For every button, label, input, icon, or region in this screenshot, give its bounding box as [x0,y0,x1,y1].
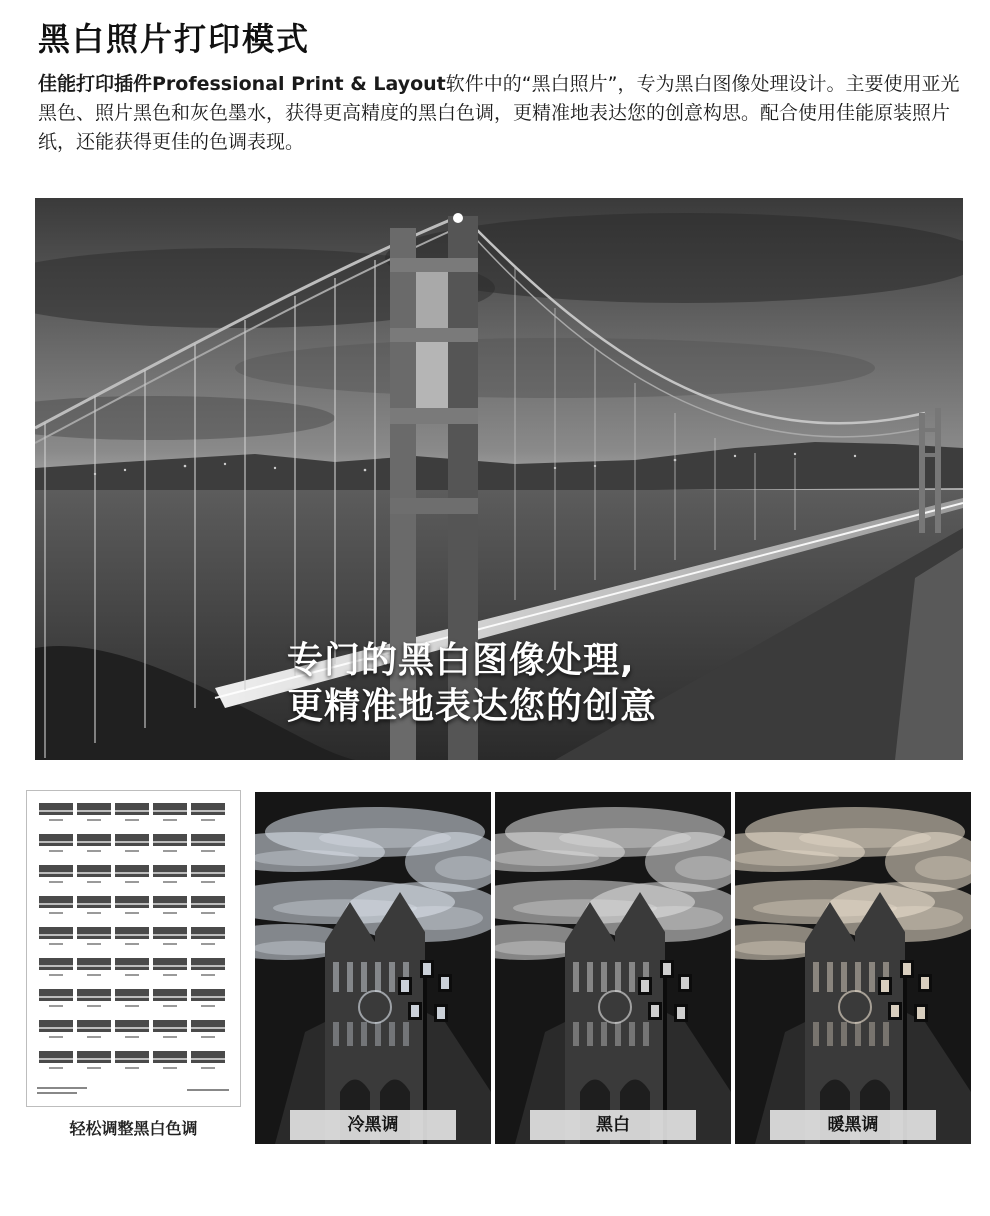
thumbnail [77,1020,111,1032]
thumbnail [77,865,111,877]
thumbnail [77,989,111,1001]
thumbnail [115,896,149,908]
tone-panel-cool [255,792,491,1144]
thumbnail [115,834,149,846]
contact-sheet-print [26,790,241,1107]
thumbnail [77,958,111,970]
thumbnail [77,896,111,908]
contact-sheet-thumbnails [27,791,240,1106]
thumbnail [153,989,187,1001]
thumbnail [77,1051,111,1063]
hero-caption-line-1: 专门的黑白图像处理, [287,640,635,681]
thumbnail [115,1051,149,1063]
thumbnail [39,958,73,970]
thumbnail [115,958,149,970]
thumbnail [39,989,73,1001]
thumbnail [115,1020,149,1032]
thumbnail [191,1020,225,1032]
thumbnail [153,1020,187,1032]
cathedral-image-neutral [495,792,731,1144]
hero-caption-line-2: 更精准地表达您的创意 [287,686,658,727]
thumbnail [153,896,187,908]
thumbnail [191,1051,225,1063]
thumbnail [39,1051,73,1063]
tone-label-neutral: 黑白 [530,1110,696,1140]
thumbnail [39,803,73,815]
tone-panel-warm [735,792,971,1144]
thumbnail [77,927,111,939]
thumbnail [39,865,73,877]
thumbnail [77,803,111,815]
cathedral-image-cool [255,792,491,1144]
thumbnail [191,927,225,939]
thumbnail [39,1020,73,1032]
thumbnail [153,834,187,846]
tone-label-cool: 冷黑调 [290,1110,456,1140]
hero-caption [287,638,657,730]
thumbnail [39,834,73,846]
thumbnail [115,927,149,939]
intro-paragraph [38,70,968,157]
tone-panel-neutral [495,792,731,1144]
contact-sheet-label: 轻松调整黑白色调 [69,1119,198,1138]
thumbnail [39,896,73,908]
thumbnail [77,834,111,846]
page-title: 黑白照片打印模式 [38,20,311,58]
thumbnail [153,865,187,877]
hero-bridge-photo [35,198,963,760]
thumbnail [153,803,187,815]
tone-label-warm: 暖黑调 [770,1110,936,1140]
thumbnail [191,896,225,908]
thumbnail [115,803,149,815]
thumbnail [115,865,149,877]
thumbnail [191,958,225,970]
thumbnail [39,927,73,939]
thumbnail [191,803,225,815]
intro-lead: 佳能打印插件Professional Print & Layout [38,73,446,95]
thumbnail [153,1051,187,1063]
thumbnail [191,834,225,846]
thumbnail [191,989,225,1001]
thumbnail [153,927,187,939]
thumbnail [115,989,149,1001]
cathedral-image-warm [735,792,971,1144]
thumbnail [191,865,225,877]
intro-rest: 软件中的“黑白照片”，专为黑白图像处理设计。主要使用亚光黑色、照片黑色和灰色墨水，获得更高精度的黑白色调，更精准地表达您的创意构思。配合使用佳能原装照片纸，还能获得更佳的色调表现。 [38,73,960,153]
thumbnail [153,958,187,970]
